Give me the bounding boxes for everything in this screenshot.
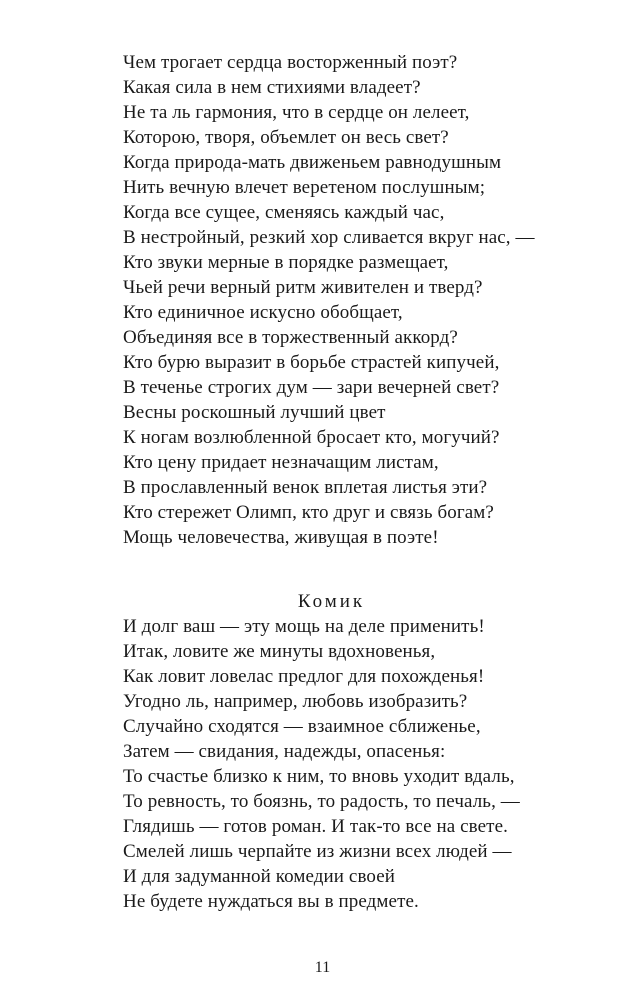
verse-line: И долг ваш — эту мощь на деле применить! xyxy=(123,616,485,637)
speaker-name: Комик xyxy=(297,591,366,612)
verse-line: Глядишь — готов роман. И так-то все на свете. xyxy=(123,816,508,837)
verse-line: Чем трогает сердца восторженный поэт? xyxy=(123,52,458,73)
verse-line: Какая сила в нем стихиями владеет? xyxy=(123,77,421,98)
verse-line: Чьей речи верный ритм живителен и тверд? xyxy=(123,277,483,298)
verse-line: Смелей лишь черпайте из жизни всех людей — xyxy=(123,841,512,862)
verse-line: В прославленный венок вплетая листья эти? xyxy=(123,477,488,498)
verse-line: Кто бурю выразит в борьбе страстей кипучей, xyxy=(123,352,500,373)
verse-line: Кто звуки мерные в порядке размещает, xyxy=(123,252,449,273)
verse-line: Когда природа-мать движеньем равнодушным xyxy=(123,152,502,173)
poem-stanza-1 xyxy=(123,50,603,550)
verse-line: Мощь человечества, живущая в поэте! xyxy=(123,527,439,548)
verse-line: Которою, творя, объемлет он весь свет? xyxy=(123,127,449,148)
verse-line: В нестройный, резкий хор сливается вкруг нас, — xyxy=(123,227,535,248)
verse-line: Когда все сущее, сменяясь каждый час, xyxy=(123,202,445,223)
verse-line: Случайно сходятся — взаимное сближенье, xyxy=(123,716,481,737)
verse-line: Кто цену придает незначащим листам, xyxy=(123,452,439,473)
page-number: 11 xyxy=(314,959,331,976)
verse-line: Весны роскошный лучший цвет xyxy=(123,402,386,423)
verse-line: Кто единичное искусно обобщает, xyxy=(123,302,403,323)
verse-line: Кто стережет Олимп, кто друг и связь богам? xyxy=(123,502,494,523)
verse-line: И для задуманной комедии своей xyxy=(123,866,396,887)
verse-line: Не та ль гармония, что в сердце он лелеет, xyxy=(123,102,470,123)
verse-line: Итак, ловите же минуты вдохновенья, xyxy=(123,641,436,662)
verse-line: К ногам возлюбленной бросает кто, могучий? xyxy=(123,427,500,448)
verse-line: Не будете нуждаться вы в предмете. xyxy=(123,891,419,912)
verse-line: То ревность, то боязнь, то радость, то печаль, — xyxy=(123,791,520,812)
verse-line: Объединяя все в торжественный аккорд? xyxy=(123,327,458,348)
poem-stanza-2 xyxy=(123,614,603,914)
verse-line: Как ловит ловелас предлог для похожденья! xyxy=(123,666,485,687)
verse-line: В теченье строгих дум — зари вечерней свет? xyxy=(123,377,500,398)
verse-line: Угодно ль, например, любовь изобразить? xyxy=(123,691,468,712)
verse-line: Нить вечную влечет веретеном послушным; xyxy=(123,177,486,198)
verse-line: Затем — свидания, надежды, опасенья: xyxy=(123,741,446,762)
verse-line: То счастье близко к ним, то вновь уходит вдаль, xyxy=(123,766,515,787)
